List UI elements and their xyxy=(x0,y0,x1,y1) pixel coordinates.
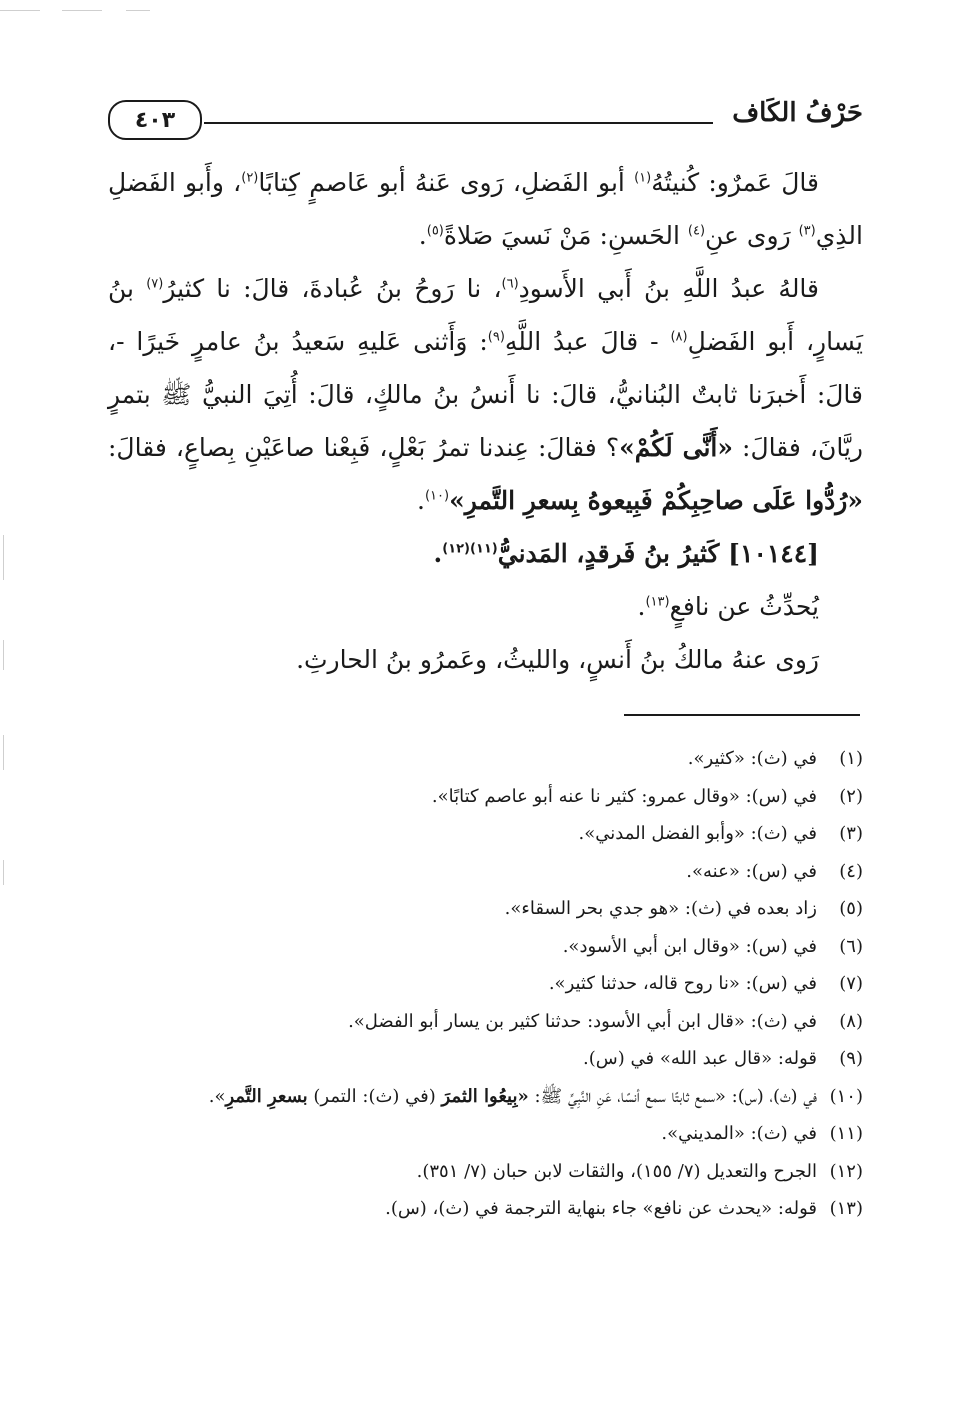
scan-mark xyxy=(3,640,4,670)
footnote-text: قوله: «يحدث عن نافع» جاء بنهاية الترجمة في (ث)، (س). xyxy=(385,1198,817,1219)
footnote-ref[interactable]: (١٣) xyxy=(645,594,670,610)
scan-mark xyxy=(3,535,4,580)
text-run: - قالَ عبدُ اللَّهِ xyxy=(504,327,671,356)
footnote-ref[interactable]: (٥) xyxy=(426,223,444,239)
text-run: ؟ فقالَ: عِندنا تمرُ بَعْلٍ، فَبِعْنا صاعَيْنِ بِصاعٍ، فقالَ: xyxy=(108,433,620,462)
footnote-ref[interactable]: (٢) xyxy=(241,170,259,186)
footnote-ref[interactable]: (٦) xyxy=(501,276,519,292)
text-run: . xyxy=(637,592,646,621)
chapter-title: حَرْفُ الكَاف xyxy=(732,98,863,128)
footnote-number: (٨) xyxy=(839,1010,863,1032)
text-run: . xyxy=(417,486,425,515)
footnote-ref[interactable]: (٩) xyxy=(487,329,505,345)
text-run: رَوى عنِ xyxy=(705,221,799,250)
page-number: ٤٠٣ xyxy=(108,100,202,140)
footnote-text: قوله: «قال عبد الله» في (س). xyxy=(583,1048,817,1069)
paragraph-rawa: رَوى عنهُ مالكُ بنُ أَنسٍ، والليثُ، وعَمرُو بنُ الحارثِ. xyxy=(296,645,819,674)
scan-mark xyxy=(62,10,102,11)
entry-name: كَثيرُ بنُ فَرقدٍ، المَدنيُّ xyxy=(497,539,729,568)
footnote-text: في (س): «وقال عمرو: كثير نا عنه أبو عاصم كتابًا». xyxy=(431,785,817,807)
footnote-item xyxy=(108,815,863,853)
scan-mark xyxy=(3,735,4,770)
footnote-number: (٣) xyxy=(839,823,863,844)
footnote-number: (١) xyxy=(839,748,863,769)
footnote-ref[interactable]: (٣) xyxy=(798,223,816,239)
footnote-item xyxy=(108,1078,863,1116)
scan-mark xyxy=(126,10,150,11)
footnote-ref[interactable]: (٨) xyxy=(670,329,688,345)
text-run: أبو الفَضلِ، رَوى عَنهُ أبو عَاصمٍ كِتابًا xyxy=(258,168,635,197)
footnote-number: (٧) xyxy=(839,973,863,994)
footnote-text: في (ث): «وأبو الفضل المدني». xyxy=(578,823,817,844)
text-run: قالَ عَمرٌو: كُنيتُهُ xyxy=(651,168,819,197)
footnote-number: (٦) xyxy=(839,935,863,957)
footnote-number: (٥) xyxy=(839,898,863,919)
footnote-text: في (ث): «كثير». xyxy=(687,748,817,769)
paragraph-1 xyxy=(108,156,863,262)
main-text xyxy=(108,156,863,686)
footnote-item xyxy=(108,1003,863,1041)
text-run: (في (ث): التمر) xyxy=(307,1085,442,1107)
text-run: الحَسنِ: مَنْ نَسيَ صَلاةً xyxy=(443,221,688,250)
paragraph-yuhaddith xyxy=(108,580,863,633)
entry-number: [١٠١٤٤] xyxy=(728,539,819,568)
footnote-ref[interactable]: (١) xyxy=(634,170,652,186)
footnote-text: في (س): «عنه». xyxy=(686,860,817,882)
footnote-ref[interactable]: (١٠) xyxy=(424,488,450,504)
footnote-item xyxy=(108,965,863,1003)
footnote-item xyxy=(108,928,863,966)
entry-heading xyxy=(108,527,863,580)
hadith-quote: بسعرِ التَّمرِ xyxy=(225,1085,308,1107)
footnote-separator xyxy=(624,714,860,716)
footnote-ref[interactable]: (١١) xyxy=(469,541,498,557)
footnote-ref[interactable]: (٤) xyxy=(687,223,706,239)
footnote-number: (١٢) xyxy=(829,1160,863,1182)
text-run: ». xyxy=(208,1085,226,1107)
footnote-number: (١٣) xyxy=(829,1198,863,1219)
footnote-item xyxy=(108,1040,863,1078)
text-run: ، وأَبو الفَضلِ الذِي xyxy=(108,168,863,250)
footnote-number: (١٠) xyxy=(829,1085,863,1107)
footnote-item xyxy=(108,1190,863,1228)
text-run: . xyxy=(418,221,427,250)
footnote-text xyxy=(108,1078,817,1116)
footnote-item xyxy=(108,740,863,778)
hadith-quote: «بِيعُوا الثمرَ xyxy=(441,1085,529,1107)
footnote-item xyxy=(108,853,863,891)
footnote-ref[interactable]: (٧) xyxy=(146,276,164,292)
scan-mark xyxy=(3,860,4,885)
footnote-ref[interactable]: (١٢) xyxy=(442,541,470,557)
scan-mark xyxy=(0,10,40,11)
hadith-quote: «رُدُّوا عَلَى صاحِبِكُمْ فَبِيعوهُ بِسعرِ التَّمرِ» xyxy=(449,486,863,515)
footnote-text: الجرح والتعديل (٧/ ١٥٥)، والثقات لابن حبان (٧/ ٣٥١). xyxy=(416,1160,817,1182)
footnote-number: (١١) xyxy=(829,1123,863,1144)
footnote-number: (٢) xyxy=(839,785,863,807)
text-run: . xyxy=(433,539,443,568)
footnote-number: (٩) xyxy=(839,1048,863,1069)
header-rule xyxy=(204,122,713,124)
footnote-text: في (س): «وقال ابن أبي الأسود». xyxy=(562,935,817,957)
footnote-number: (٤) xyxy=(839,860,863,882)
footnotes xyxy=(108,740,863,1228)
page-header xyxy=(108,98,863,142)
text-run: : وَأَثنى عَليهِ سَعيدُ بنُ عامرٍ خَيرًا -، قالَ: أَخبرَنا ثابتٌ البُنانيُّ، قالَ: نا أَنسُ بنُ مالكٍ، قالَ: أُتِيَ النبيُّ ﷺ بتمرٍ ريَّانَ، فقالَ: xyxy=(108,327,863,462)
footnote-text: زاد بعده في (ث): «هو جدي بحر السقاء». xyxy=(504,898,817,919)
text-run: في (ث)، (س): «سمع ثابتًا سمع أنسًا، عَنِ النَّبِيِّ ﷺ: xyxy=(528,1085,817,1107)
footnote-item xyxy=(108,1115,863,1153)
text-run: بنُ يَسارٍ، أَبو الفَضلِ xyxy=(108,274,864,356)
footnote-text: في (ث): «المديني». xyxy=(661,1123,817,1144)
text-run: يُحدِّثُ عن نافعٍ xyxy=(669,592,819,621)
footnote-text: في (س): «نا روح قاله، حدثنا كثير». xyxy=(548,973,817,994)
hadith-quote: «أَنَّى لَكُمْ» xyxy=(619,433,733,462)
footnote-item xyxy=(108,778,863,816)
text-run: ، نا رَوحُ بنُ عُبادةَ، قالَ: نا كثيرُ xyxy=(163,274,502,303)
footnote-item xyxy=(108,1153,863,1191)
footnote-text: في (ث): «قال ابن أبي الأسود: حدثنا كثير بن يسار أبو الفضل». xyxy=(348,1010,817,1032)
footnote-item xyxy=(108,890,863,928)
paragraph-2 xyxy=(108,262,863,527)
text-run: قالهُ عبدُ اللَّهِ بنُ أَبي الأَسودِ xyxy=(518,274,820,303)
